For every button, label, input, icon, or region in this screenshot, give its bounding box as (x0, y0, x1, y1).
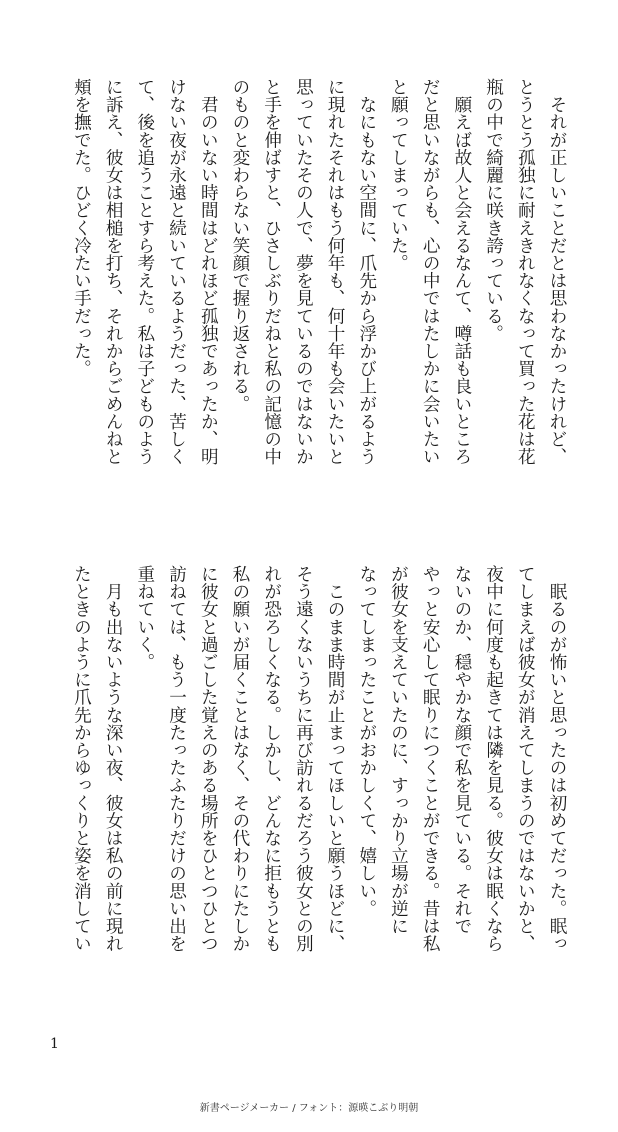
text-line: なってしまったことがおかしくて、嬉しい。 (356, 565, 377, 917)
text-line: 頬を撫でた。ひどく冷たい手だった。 (71, 78, 92, 378)
footer-credit: 新書ページメーカー / フォント：源暎こぶり明朝 (199, 1103, 419, 1114)
text-line: に彼女と過ごした覚えのある場所をひとつひとつ (198, 565, 219, 953)
text-line: に現れたそれはもう何年も、何十年も会いたいと (325, 78, 346, 466)
text-line: 夜中に何度も起きては隣を見る。彼女は眠くなら (483, 565, 504, 953)
text-line: だと思いながらも、心の中ではたしかに会いたい (420, 78, 441, 466)
text-line: 訪ねては、もう一度たったふたりだけの思い出を (166, 565, 187, 953)
text-line: 思っていたその人で、夢を見ているのではないか (293, 78, 314, 466)
text-line: なにもない空間に、爪先から浮かび上がるよう (356, 78, 377, 466)
text-line: 眠るのが怖いと思ったのは初めてだった。眠っ (547, 565, 567, 953)
text-line: 願えば故人と会えるなんて、噂話も良いところ (451, 78, 472, 466)
text-line: とうとう孤独に耐えきれなくなって買った花は花 (515, 78, 536, 466)
text-line: と願ってしまっていた。 (388, 78, 409, 272)
text-line: このまま時間が止まってほしいと願うほどに、 (325, 565, 346, 953)
text-line: たときのように爪先からゆっくりと姿を消してい (71, 565, 92, 953)
text-line: と手を伸ばすと、ひさしぶりだねと私の記憶の中 (261, 78, 282, 466)
top-text-block (65, 78, 572, 518)
page-number: 1 (50, 1036, 59, 1052)
text-line: 重ねていく。 (134, 565, 155, 671)
text-line: のものと変わらない笑顔で握り返される。 (229, 78, 250, 413)
text-line: が彼女を支えていたのに、すっかり立場が逆に (388, 565, 409, 935)
text-line: 君のいない時間はどれほど孤独であったか、明 (198, 78, 219, 466)
text-line: そう遠くないうちに再び訪れるだろう彼女との別 (293, 565, 314, 953)
text-line: 私の願いが届くことはなく、その代わりにたしか (229, 565, 250, 953)
text-line: に訴え、彼女は相槌を打ち、それからごめんねと (103, 78, 124, 466)
text-line: けない夜が永遠と続いているようだった、苦しく (166, 78, 187, 466)
text-line: 瓶の中で綺麗に咲き誇っている。 (483, 78, 504, 342)
text-line: てしまえば彼女が消えてしまうのではないかと、 (515, 565, 536, 953)
text-line: やっと安心して眠りにつくことができる。昔は私 (420, 565, 441, 953)
text-line: れが恐ろしくなる。しかし、どんなに拒もうとも (261, 565, 282, 953)
bottom-text-block (65, 565, 572, 1005)
text-line: て、後を追うことすら考えた。私は子どものよう (134, 78, 155, 466)
text-line: ないのか、穏やかな顔で私を見ている。それで (451, 565, 472, 935)
text-line: それが正しいことだとは思わなかったけれど、 (547, 78, 567, 466)
text-line: 月も出ないような深い夜、彼女は私の前に現れ (103, 565, 124, 953)
